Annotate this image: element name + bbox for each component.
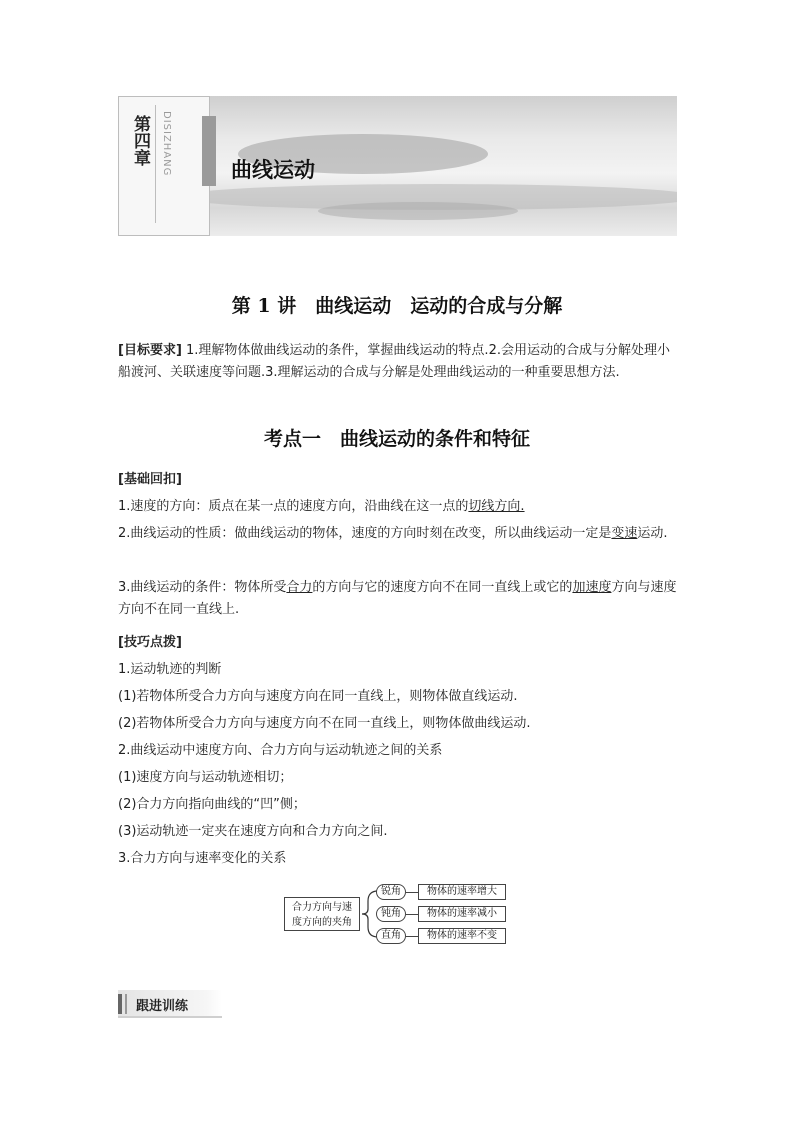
basics-tag: [基础回扣] [118,472,182,487]
diagram-connector [406,914,418,915]
basics-item-1 [118,496,678,518]
objectives-tag: [目标要求] [118,343,182,358]
diagram-result-decrease: 物体的速率减小 [418,906,506,922]
diagram-connector [406,936,418,937]
diagram-result-increase: 物体的速率增大 [418,884,506,900]
tips-tag: [技巧点拨] [118,635,182,650]
tips-line: 1.运动轨迹的判断 [118,662,222,677]
diagram-connector [406,892,418,893]
follow-up-training-label: 跟进训练 [136,999,189,1014]
banner-accent-bar [202,116,216,186]
chapter-title: 曲线运动 [231,158,315,182]
tips-line: (1)若物体所受合力方向与速度方向在同一直线上，则物体做直线运动. [118,689,518,704]
basics-item-1-text: 1.速度的方向：质点在某一点的速度方向，沿曲线在这一点的 [118,499,469,514]
diagram-angle-acute: 锐角 [376,884,406,900]
lecture-title: 第 1 讲 曲线运动 运动的合成与分解 [231,295,563,317]
chapter-banner [118,96,677,236]
objectives-paragraph [118,340,678,384]
basics-item-2-suffix: 运动. [637,526,668,541]
footer-tag-shadow [118,1016,222,1018]
basics-item-3-answer-1: 合力 [286,580,313,595]
diagram-root-line-2: 度方向的夹角 [292,917,352,928]
tips-line: (2)若物体所受合力方向与速度方向不在同一直线上，则物体做曲线运动. [118,716,531,731]
basics-item-3-middle: 的方向与它的速度方向不在同一直线上或它的 [312,580,573,595]
diagram-angle-right: 直角 [376,928,406,944]
basics-item-2-answer: 变速 [611,526,638,541]
basics-item-3 [118,577,678,621]
footer-tag-bar [118,994,122,1014]
diagram-root-line-1: 合力方向与速 [292,902,352,913]
basics-item-3-suffix: 方向与速度方向不在同一直线上. [118,580,677,617]
basics-item-1-answer: 切线方向. [468,499,525,514]
section-title: 考点一 曲线运动的条件和特征 [263,428,530,450]
follow-up-training-tag [118,990,222,1018]
tips-line: 2.曲线运动中速度方向、合力方向与运动轨迹之间的关系 [118,743,443,758]
tips-line: (2)合力方向指向曲线的“凹”侧； [118,797,306,812]
tips-line: (1)速度方向与运动轨迹相切； [118,770,293,785]
chapter-box-divider [155,105,156,223]
chapter-pinyin: DISIZHANG [161,111,172,177]
objectives-text: 1.理解物体做曲线运动的条件，掌握曲线运动的特点.2.会用运动的合成与分解处理小船渡河、关联速度等问题.3.理解运动的合成与分解是处理曲线运动的一种重要思想方法. [118,343,670,380]
footer-tag-bar-thin [125,994,127,1014]
basics-item-3-answer-2: 加速度 [572,580,612,595]
tips-line: 3.合力方向与速率变化的关系 [118,851,287,866]
diagram-angle-obtuse: 钝角 [376,906,406,922]
basics-item-2-text: 2.曲线运动的性质：做曲线运动的物体，速度的方向时刻在改变，所以曲线运动一定是 [118,526,612,541]
basics-item-3-text: 3.曲线运动的条件：物体所受 [118,580,287,595]
banner-shore-shape-2 [318,202,518,220]
diagram-result-unchanged: 物体的速率不变 [418,928,506,944]
chapter-box [118,96,210,236]
diagram-root-box [284,897,360,931]
basics-item-2 [118,523,678,545]
relation-diagram [284,883,514,945]
tips-line: (3)运动轨迹一定夹在速度方向和合力方向之间. [118,824,388,839]
chapter-label: 第四章 [130,115,150,166]
